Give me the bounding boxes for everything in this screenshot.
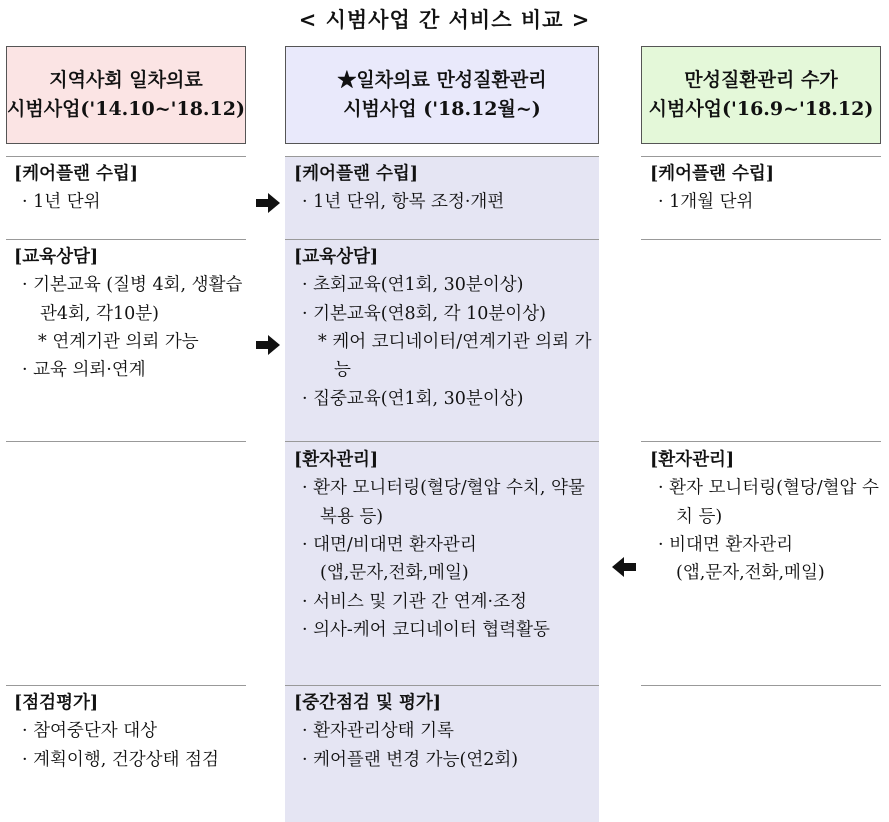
list-item: · 환자관리상태 기록 — [302, 721, 454, 742]
careplan-mid — [294, 160, 594, 217]
arrow-right-icon — [256, 335, 280, 355]
arrow-right-icon — [256, 193, 280, 213]
list-item: · 1개월 단위 — [658, 192, 754, 213]
evaluation-left — [14, 689, 246, 774]
list-item: · 1년 단위 — [22, 192, 101, 213]
divider — [285, 156, 599, 157]
section-heading: [환자관리] — [294, 450, 379, 470]
list-item: · 케어플랜 변경 가능(연2회) — [302, 749, 519, 770]
list-item: · 의사-케어 코디네이터 협력활동 — [302, 620, 550, 641]
list-item-continuation: (앱,문자,전화,메일) — [676, 563, 825, 584]
list-item: · 교육 의뢰·연계 — [22, 360, 146, 381]
divider — [641, 239, 881, 240]
careplan-left — [14, 160, 246, 217]
header-community-pilot — [6, 46, 246, 144]
list-item: · 서비스 및 기관 간 연계·조정 — [302, 591, 527, 612]
section-heading: [교육상담] — [294, 247, 379, 267]
divider — [285, 685, 599, 686]
list-item: · 기본교육 (질병 4회, 생활습관4회, 각10분) — [22, 275, 243, 324]
header-line: 시범사업 ('18.12월~) — [343, 98, 541, 120]
divider — [641, 156, 881, 157]
education-left — [14, 243, 252, 385]
divider — [6, 156, 246, 157]
header-chronic-care-pilot — [285, 46, 599, 144]
divider — [285, 441, 599, 442]
section-heading: [케어플랜 수립] — [650, 164, 775, 184]
list-item: · 환자 모니터링(혈당/혈압 수치 등) — [658, 478, 879, 527]
list-item: · 참여중단자 대상 — [22, 721, 158, 742]
list-item-continuation: (앱,문자,전화,메일) — [320, 563, 469, 584]
section-heading: [케어플랜 수립] — [294, 164, 419, 184]
divider — [641, 685, 881, 686]
divider — [6, 239, 246, 240]
list-item: · 집중교육(연1회, 30분이상) — [302, 388, 524, 409]
header-fee-pilot — [641, 46, 881, 144]
patient-right — [650, 446, 882, 588]
header-line: 만성질환관리 수가 — [684, 68, 838, 91]
list-item: · 환자 모니터링(혈당/혈압 수치, 약물복용 등) — [302, 478, 585, 527]
note: * 연계기관 의뢰 가능 — [38, 332, 199, 353]
header-line: 시범사업('14.10~'18.12) — [7, 98, 245, 120]
careplan-right — [650, 160, 880, 217]
header-line: 시범사업('16.9~'18.12) — [648, 98, 874, 120]
section-heading: [점검평가] — [14, 693, 99, 713]
list-item: · 초회교육(연1회, 30분이상) — [302, 275, 524, 296]
arrow-left-icon — [612, 557, 636, 577]
section-heading: [케어플랜 수립] — [14, 164, 139, 184]
divider — [6, 441, 246, 442]
section-heading: [환자관리] — [650, 450, 735, 470]
evaluation-mid — [294, 689, 596, 774]
list-item: · 1년 단위, 항목 조정·개편 — [302, 192, 505, 213]
list-item: · 계획이행, 건강상태 점검 — [22, 749, 219, 770]
note: * 케어 코디네이터/연계기관 의뢰 가능 — [318, 332, 592, 381]
list-item: · 비대면 환자관리 — [658, 535, 794, 556]
section-heading: [교육상담] — [14, 247, 99, 267]
header-line: 지역사회 일차의료 — [49, 68, 203, 91]
list-item: · 대면/비대면 환자관리 — [302, 535, 477, 556]
divider — [285, 239, 599, 240]
page-title: < 시범사업 간 서비스 비교 > — [298, 7, 591, 32]
section-heading: [중간점검 및 평가] — [294, 693, 442, 713]
divider — [6, 685, 246, 686]
header-line: ★일차의료 만성질환관리 — [337, 68, 547, 91]
list-item: · 기본교육(연8회, 각 10분이상) — [302, 303, 546, 324]
divider — [641, 441, 881, 442]
education-mid — [294, 243, 596, 413]
patient-mid — [294, 446, 596, 644]
